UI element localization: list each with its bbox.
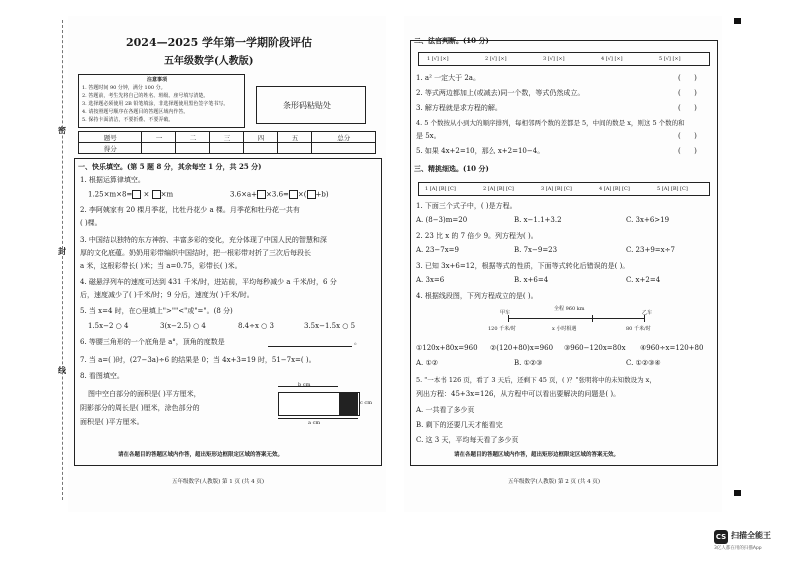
choice-3-option-b: B. x+6=4 (514, 276, 549, 284)
score-cell: 题号 (79, 132, 142, 143)
judge-4-paren[interactable]: ( ) (678, 132, 697, 140)
score-cell: 四 (244, 132, 278, 143)
judge-3-paren[interactable]: ( ) (678, 104, 697, 112)
q5-item: 8.4÷x ○ 3 (238, 322, 274, 330)
question-2: 2. 李阿姨家有 20 棵月季花，比牡丹花少 a 棵。月季花和牡丹花一共有 (80, 206, 300, 214)
score-cell: 得分 (79, 143, 142, 154)
footer-warning: 请在各题目的答题区域内作答，超出矩形边框限定区域的答案无效。 (454, 452, 620, 458)
score-cell: 三 (210, 132, 244, 143)
choice-2-option-b: B. 7x−9=23 (514, 246, 558, 254)
dimension-line-b (278, 386, 338, 387)
answer-line[interactable] (268, 346, 352, 347)
question-8: 8. 看图填空。 (80, 372, 124, 380)
dimension-line-a (278, 418, 358, 419)
question-3-cont: 厚的文化底蕴。奶奶用彩带编织中国结时，把一根彩带对折了三次后每段长 (80, 249, 311, 257)
choice-4-equation: ③960−120x=80x (564, 344, 626, 352)
score-cell[interactable] (142, 143, 176, 154)
judge-2-paren[interactable]: ( ) (678, 89, 697, 97)
question-1: 1. 根据运算律填空。 (80, 176, 145, 184)
figure-label-c: c cm (360, 400, 372, 406)
question-8-line: 阴影部分的周长是( )厘米，涂色部分的 (80, 404, 200, 412)
choice-5: 5. "一本书 126 页，看了 3 天后，还剩下 45 页，( )？"张明将中的未知数设为 x， (416, 376, 656, 384)
question-2-cont: ( )棵。 (80, 219, 102, 227)
score-cell: 总分 (312, 132, 376, 143)
score-table-header-row (79, 132, 376, 143)
diagram-main-line (508, 318, 644, 319)
choice-5-cont: 列出方程：45+3x=126，从方程中可以看出要解决的问题是( )。 (416, 390, 621, 398)
choice-1-option-a: A. (8−3)m=20 (416, 216, 468, 224)
q1-text-c: 3.6×a+ (230, 190, 258, 199)
question-4: 4. 磁悬浮列车的速度可达到 431 千米/时，进站前，平均每秒减少 a 千米/时，6 分 (80, 278, 337, 286)
notice-line: 2. 答题前，考生先将自己的姓名、班级、座号填写清楚。 (82, 93, 209, 99)
notice-box (78, 74, 245, 128)
notice-line: 4. 请按照题号顺序在各题目的答题区域内作答。 (82, 109, 189, 115)
barcode-label: 条形码粘贴处 (283, 101, 331, 110)
choice-5-option-b: B. 剩下的还要几天才能看完 (416, 421, 503, 429)
shaded-square (339, 393, 358, 415)
score-cell: 二 (176, 132, 210, 143)
q5-item: 3.5x−1.5x ○ 5 (304, 322, 356, 330)
diagram-tick (644, 315, 645, 322)
score-cell[interactable] (244, 143, 278, 154)
choice-4-equation: ④960÷x=120+80 (640, 344, 704, 352)
answer-box[interactable] (307, 190, 316, 199)
page-footer: 五年级数学(人教版) 第 2 页 (共 4 页) (508, 479, 601, 485)
judge-4-cont: 是 5x。 (416, 132, 441, 140)
diagram-label-total: 全程 960 km (554, 306, 585, 312)
question-8-line: 面积是( )平方厘米。 (80, 418, 144, 426)
footer-warning: 请在各题目的答题区域内作答，超出矩形边框限定区域的答案无效。 (118, 452, 284, 458)
exam-title: 2024—2025 学年第一学期阶段评估 (126, 36, 313, 49)
choice-option[interactable]: 5 [A] [B] [C] (657, 186, 688, 192)
answer-box[interactable] (152, 190, 161, 199)
watermark-tagline: 3亿人都在用的扫描App (714, 546, 762, 551)
judge-option[interactable]: 2 [√] [×] (485, 56, 507, 62)
judge-option[interactable]: 5 [√] [×] (659, 56, 681, 62)
question-1-line (230, 190, 329, 200)
section-1-title: 一、快乐填空。(第 5 题 8 分，其余每空 1 分，共 25 分) (78, 162, 262, 171)
choice-4-option-b: B. ①②③ (514, 359, 543, 367)
seal-char-xian: 线 (58, 365, 66, 375)
q1-text-f: +b) (315, 190, 329, 199)
score-table-score-row (79, 143, 376, 154)
figure-label-b: b cm (298, 382, 311, 388)
diagram-speed-yi: 80 千米/时 (626, 326, 651, 332)
q5-item: 3(x−2.5) ○ 4 (160, 322, 206, 330)
choice-2-option-c: C. 23+9=x÷7 (626, 246, 675, 254)
q1-text-e: ×( (297, 190, 307, 199)
question-6-end: 。 (354, 338, 361, 346)
answer-box[interactable] (257, 190, 266, 199)
choice-5-option-a: A. 一共看了多少页 (416, 406, 475, 414)
seal-char-feng: 封 (58, 246, 66, 256)
q1-text-a: 1.25×m×8= (88, 190, 133, 199)
q1-text-b: ×m (160, 190, 174, 199)
score-cell[interactable] (176, 143, 210, 154)
answer-box[interactable] (132, 190, 141, 199)
choice-4-option-c: C. ①②③④ (626, 359, 661, 367)
question-1-line: 1.25×m×8= × ×m (88, 190, 174, 199)
choice-2: 2. 23 比 x 的 7 倍少 9。列方程为( )。 (416, 232, 538, 240)
score-cell[interactable] (278, 143, 312, 154)
choice-option[interactable]: 2 [A] [B] [C] (483, 186, 514, 192)
choice-4: 4. 根据线段图，下列方程成立的是( )。 (416, 292, 538, 300)
alignment-mark (734, 18, 741, 24)
judge-option[interactable]: 1 [√] [×] (427, 56, 449, 62)
judge-option[interactable]: 3 [√] [×] (543, 56, 565, 62)
score-cell: 五 (278, 132, 312, 143)
choice-5-option-c: C. 这 3 天，平均每天看了多少页 (416, 436, 519, 444)
answer-box[interactable] (289, 190, 298, 199)
diagram-tick (508, 315, 509, 322)
diagram-label-yi: 乙车 (642, 310, 653, 316)
judge-4: 4. 5 个数按从小到大的顺序排列，每相邻两个数的差都是 5，中间的数是 x，则这 5 个数的和 (416, 119, 685, 127)
choice-2-option-a: A. 23−7x=9 (416, 246, 459, 254)
choice-4-option-a: A. ①② (416, 359, 439, 367)
choice-1-option-c: C. 3x+6>19 (626, 216, 670, 224)
question-3-cont: a 米，这根彩带长( )米；当 a=0.75，彩带长( )米。 (80, 262, 242, 270)
barcode-area (256, 86, 366, 124)
judge-answer-row (418, 52, 710, 66)
exam-subtitle: 五年级数学(人教版) (164, 56, 254, 67)
camscanner-logo-icon: CS (714, 530, 728, 544)
choice-1: 1. 下面三个式子中，( )是方程。 (416, 202, 517, 210)
judge-5: 5. 如果 4x+2=10，那么 x+2=10−4。 (416, 147, 545, 155)
question-8-line: 图中空白部分的面积是( )平方厘米， (88, 390, 201, 398)
question-3: 3. 中国结以独特的东方神韵、丰富多彩的变化，充分体现了中国人民的智慧和深 (80, 236, 327, 244)
question-7: 7. 当 a=( )时，(27−3a)÷6 的结果是 0；当 4x+3=19 时，51−7x=( )。 (80, 356, 316, 364)
diagram-meet-time: x 小时相遇 (552, 326, 577, 332)
section-2-title: 二、法官判断。(10 分) (414, 36, 489, 45)
exam-page-1 (68, 16, 386, 512)
choice-3-option-a: A. 3x=6 (416, 276, 445, 284)
choice-1-option-b: B. x−1.1+3.2 (514, 216, 562, 224)
choice-option[interactable]: 3 [A] [B] [C] (541, 186, 572, 192)
seal-char-mi: 密 (58, 125, 66, 135)
judge-3: 3. 解方程就是求方程的解。 (416, 104, 502, 112)
page-footer: 五年级数学(人教版) 第 1 页 (共 4 页) (172, 479, 265, 485)
diagram-label-jia: 甲车 (500, 310, 511, 316)
question-5: 5. 当 x=4 时，在○里填上">""<"或"="。(8 分) (80, 307, 233, 315)
notice-title: 注意事项 (147, 77, 168, 83)
choice-4-equation: ②(120+80)x=960 (490, 344, 554, 352)
seal-line (62, 20, 63, 500)
judge-1-paren[interactable]: ( ) (678, 74, 697, 82)
choice-3: 3. 已知 3x+6=12，根据等式的性质，下面等式转化后错误的是( )。 (416, 262, 630, 270)
score-table (78, 131, 376, 154)
question-6: 6. 等腰三角形的一个底角是 a°，顶角的度数是 (80, 338, 225, 346)
diagram-tick (592, 315, 593, 322)
exam-page-2 (404, 16, 722, 512)
diagram-speed-jia: 120 千米/时 (488, 326, 516, 332)
judge-5-paren[interactable]: ( ) (678, 147, 697, 155)
notice-line: 1. 答题时间 90 分钟，满分 100 分。 (82, 85, 166, 91)
judge-1: 1. a² 一定大于 2a。 (416, 74, 480, 82)
choice-4-equation: ①120x+80x=960 (416, 344, 478, 352)
section-3-title: 三、精挑细选。(10 分) (414, 164, 489, 173)
score-cell: 一 (142, 132, 176, 143)
notice-line: 3. 选择题必须使用 2B 铅笔填涂，非选择题使用黑色签字笔书写。 (82, 101, 229, 107)
watermark-name: 扫描全能王 (731, 531, 771, 540)
alignment-mark (734, 490, 741, 496)
judge-option[interactable]: 4 [√] [×] (601, 56, 623, 62)
figure-label-a: a cm (308, 420, 321, 426)
score-cell[interactable] (312, 143, 376, 154)
q1-text-d: ×3.6= (266, 190, 289, 199)
q5-item: 1.5x−2 ○ 4 (88, 322, 129, 330)
question-4-cont: 后，速度减少了( )千米/时；9 分后，速度为( )千米/时。 (80, 291, 254, 299)
choice-option[interactable]: 4 [A] [B] [C] (599, 186, 630, 192)
notice-line: 5. 保持卡面清洁，不要折叠、不要弄破。 (82, 117, 174, 123)
choice-option[interactable]: 1 [A] [B] [C] (425, 186, 456, 192)
score-cell[interactable] (210, 143, 244, 154)
choice-answer-row (418, 182, 710, 196)
choice-3-option-c: C. x+2=4 (626, 276, 661, 284)
judge-2: 2. 等式两边都加上(或减去)同一个数，等式仍然成立。 (416, 89, 585, 97)
